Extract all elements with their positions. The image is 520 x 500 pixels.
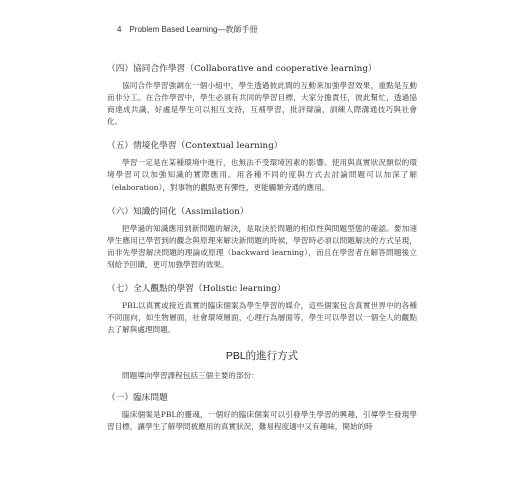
- page-number: 4: [117, 25, 122, 34]
- main-section-intro: 問題導向學習課程包括三個主要的部份：: [122, 371, 259, 381]
- sub-heading-clinical-problem: （一）臨床問題: [107, 393, 168, 404]
- section-heading-holistic: （七）全人觀點的學習（Holistic learning）: [107, 284, 286, 295]
- main-section-title: PBL的進行方式: [225, 350, 299, 363]
- section-heading-contextual: （五）情境化學習（Contextual learning）: [107, 141, 283, 152]
- section-paragraph-collaborative: 協同合作學習強調在一個小組中，學生透過彼此間的互動來加強學習效果，重點是互動而非分工。在合作學習中，學生必須有共同的學習目標，大家分擔責任，彼此幫忙，透過協商達成共識，好處是學生可以相互支持，互補學習，批評辯論，訓練人際溝通技巧與社會化。: [107, 81, 417, 127]
- section-paragraph-assimilation: 把學過的知識應用到新問題的解決，是取決於問題的相似性與問題型態的確認。要加速學生應用已學習到的觀念與原理來解決新問題的時候，學習時必須以問題解決的方式呈現，而非先學習解決問題的理論或原理（backward learning），而且在學習者在解答問題後立刻給予回饋，更可加強學習的效果。: [107, 223, 417, 269]
- section-paragraph-contextual: 學習一定是在某種環境中進行，也無法不受環境因素的影響。使用與真實狀況類似的環境學習可以加強知識的實際應用。用各種不同的度與方式去討論問題可以加深了解（elaboration），對事物的觀點更有彈性，更能觸類旁通的應用。: [107, 158, 417, 192]
- running-header: [117, 24, 258, 35]
- clinical-problem-paragraph: 臨床個案是PBL的靈魂，一個好的臨床個案可以引發學生學習的興趣，引導學生發現學習目標，讓學生了解學問被應用的真實狀況，難易程度適中又有趣味，開始的時: [107, 410, 417, 432]
- section-heading-collaborative: （四）協同合作學習（Collaborative and cooperative learning）: [107, 64, 377, 74]
- page-body: [107, 62, 417, 445]
- section-paragraph-holistic: PBL以真實或接近真實的臨床個案為學生學習的媒介，這些個案包含真實世界中的各種不同面向，如生物層面，社會環境層面，心理行為層面等，學生可以學習以一個全人的觀點去了解與處理問題。: [107, 301, 417, 335]
- section-heading-assimilation: （六）知識的同化（Assimilation）: [107, 206, 249, 217]
- running-title: Problem Based Learning—教師手冊: [129, 25, 258, 34]
